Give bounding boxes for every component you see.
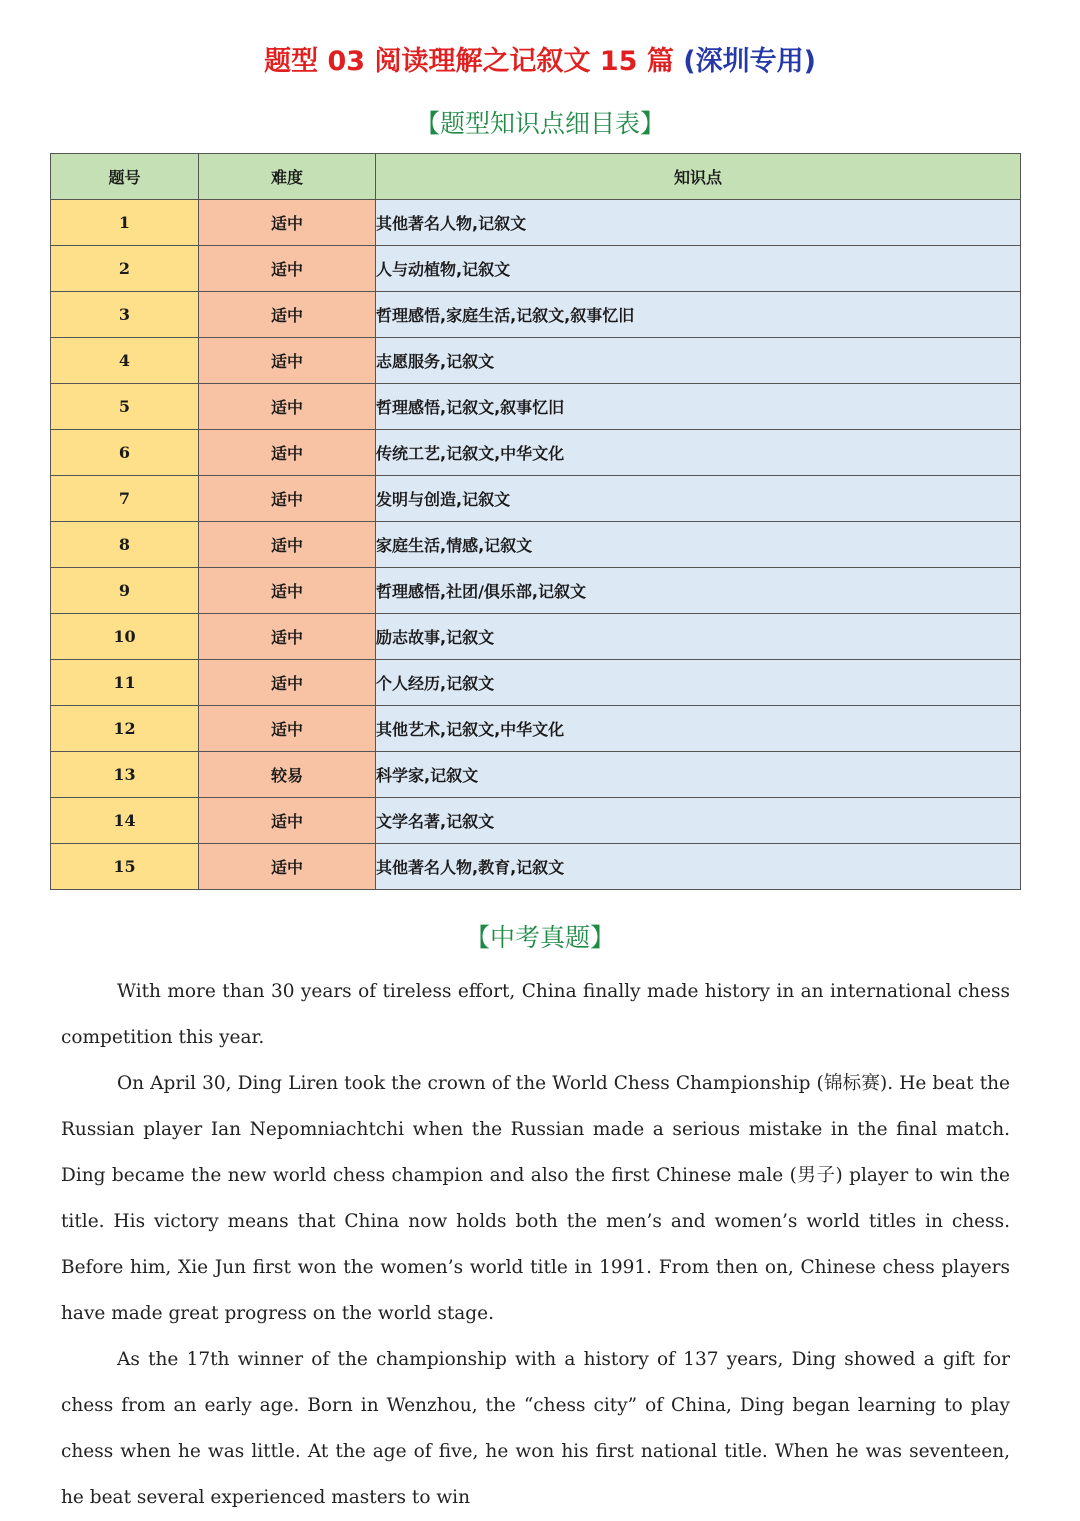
knowledge-cell: 哲理感悟,家庭生活,记叙文,叙事忆旧 (376, 292, 1021, 338)
knowledge-cell: 家庭生活,情感,记叙文 (376, 522, 1021, 568)
column-header-difficulty: 难度 (199, 154, 376, 200)
question-number-cell: 1 (51, 200, 199, 246)
table-row (51, 476, 1021, 522)
document-title-region: (深圳专用) (683, 46, 816, 77)
question-number-cell: 9 (51, 568, 199, 614)
document-title (0, 40, 1080, 84)
knowledge-cell: 其他艺术,记叙文,中华文化 (376, 706, 1021, 752)
document-title-main: 题型 03 阅读理解之记叙文 15 篇 (264, 46, 684, 77)
article-body (61, 969, 1010, 1521)
difficulty-cell: 适中 (199, 844, 376, 890)
difficulty-cell: 适中 (199, 292, 376, 338)
table-row (51, 752, 1021, 798)
table-row (51, 660, 1021, 706)
question-number-cell: 2 (51, 246, 199, 292)
question-number-cell: 3 (51, 292, 199, 338)
column-header-knowledge: 知识点 (376, 154, 1021, 200)
difficulty-cell: 适中 (199, 614, 376, 660)
difficulty-cell: 适中 (199, 384, 376, 430)
knowledge-cell: 哲理感悟,记叙文,叙事忆旧 (376, 384, 1021, 430)
difficulty-cell: 适中 (199, 476, 376, 522)
question-number-cell: 15 (51, 844, 199, 890)
difficulty-cell: 适中 (199, 338, 376, 384)
knowledge-cell: 人与动植物,记叙文 (376, 246, 1021, 292)
knowledge-cell: 文学名著,记叙文 (376, 798, 1021, 844)
difficulty-cell: 适中 (199, 660, 376, 706)
table-row (51, 798, 1021, 844)
difficulty-cell: 较易 (199, 752, 376, 798)
knowledge-cell: 个人经历,记叙文 (376, 660, 1021, 706)
question-number-cell: 12 (51, 706, 199, 752)
question-number-cell: 13 (51, 752, 199, 798)
table-row (51, 200, 1021, 246)
table-body (51, 200, 1021, 890)
question-number-cell: 10 (51, 614, 199, 660)
knowledge-cell: 哲理感悟,社团/俱乐部,记叙文 (376, 568, 1021, 614)
knowledge-cell: 传统工艺,记叙文,中华文化 (376, 430, 1021, 476)
article-paragraph: With more than 30 years of tireless effort, China finally made history in an international chess competition this year. (61, 981, 1010, 1048)
column-header-number: 题号 (51, 154, 199, 200)
knowledge-table (50, 153, 1021, 890)
question-number-cell: 11 (51, 660, 199, 706)
article-paragraph: On April 30, Ding Liren took the crown of the World Chess Championship (锦标赛). He beat the Russian player Ian Nepomniachtchi when the Russian made a serious mistake in the final match. Ding became the new world chess champion and also the first Chinese male (男子) player to win the title. His victory means that China now holds both the men’s and women’s world titles in chess. Before him, Xie Jun first won the women’s world title in 1991. From then on, Chinese chess players have made great progress on the world stage. (61, 1073, 1010, 1324)
question-number-cell: 5 (51, 384, 199, 430)
question-number-cell: 8 (51, 522, 199, 568)
difficulty-cell: 适中 (199, 706, 376, 752)
difficulty-cell: 适中 (199, 246, 376, 292)
section-heading: 【中考真题】 (464, 923, 615, 952)
table-row (51, 246, 1021, 292)
article-paragraph: As the 17th winner of the championship with a history of 137 years, Ding showed a gift for chess from an early age. Born in Wenzhou, the “chess city” of China, Ding began learning to play chess when he was little. At the age of five, he won his first national title. When he was seventeen, he beat several experienced masters to win (61, 1349, 1010, 1508)
table-row (51, 522, 1021, 568)
table-header-row (51, 154, 1021, 200)
difficulty-cell: 适中 (199, 200, 376, 246)
difficulty-cell: 适中 (199, 430, 376, 476)
table-row (51, 338, 1021, 384)
knowledge-cell: 科学家,记叙文 (376, 752, 1021, 798)
question-number-cell: 4 (51, 338, 199, 384)
question-number-cell: 7 (51, 476, 199, 522)
table-row (51, 292, 1021, 338)
knowledge-cell: 志愿服务,记叙文 (376, 338, 1021, 384)
table-row (51, 384, 1021, 430)
table-row (51, 430, 1021, 476)
table-row (51, 568, 1021, 614)
table-heading: 【题型知识点细目表】 (414, 109, 665, 138)
difficulty-cell: 适中 (199, 568, 376, 614)
difficulty-cell: 适中 (199, 798, 376, 844)
knowledge-cell: 励志故事,记叙文 (376, 614, 1021, 660)
table-row (51, 706, 1021, 752)
difficulty-cell: 适中 (199, 522, 376, 568)
table-row (51, 614, 1021, 660)
question-number-cell: 14 (51, 798, 199, 844)
knowledge-cell: 其他著名人物,教育,记叙文 (376, 844, 1021, 890)
table-row (51, 844, 1021, 890)
question-number-cell: 6 (51, 430, 199, 476)
knowledge-cell: 发明与创造,记叙文 (376, 476, 1021, 522)
knowledge-cell: 其他著名人物,记叙文 (376, 200, 1021, 246)
